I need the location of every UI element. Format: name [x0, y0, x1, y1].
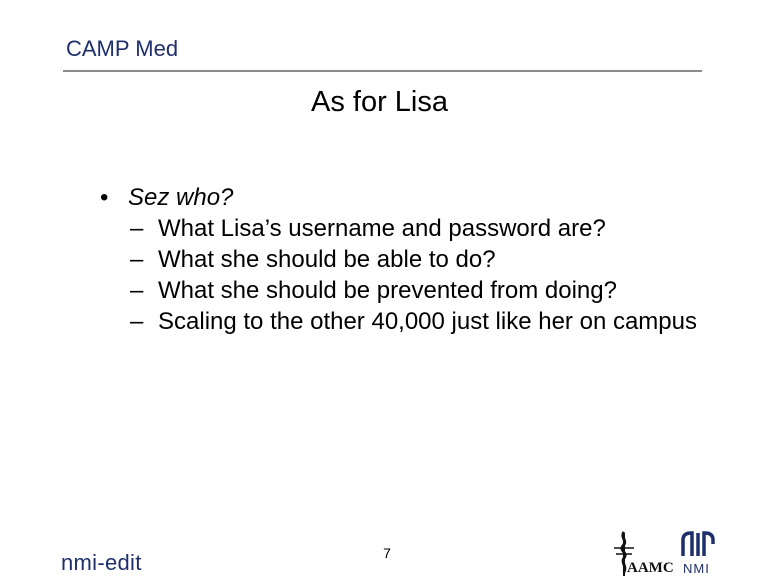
sub-bullet-text: What Lisa’s username and password are? [158, 215, 606, 242]
sub-bullet-item [100, 275, 720, 306]
sub-bullet-text: Scaling to the other 40,000 just like her on campus [158, 308, 697, 335]
sub-bullet-item [100, 213, 720, 244]
sub-bullet-glyph: – [130, 277, 144, 304]
bullet-glyph: • [100, 184, 109, 211]
page-number: 7 [383, 545, 391, 561]
sub-bullet-text: What she should be able to do? [158, 246, 496, 273]
bullet-text: Sez who? [128, 184, 234, 211]
nmi-logo-text: NMI [683, 561, 710, 576]
footer-logo-nmi-edit: nmi-edit [61, 550, 142, 575]
nmi-logo-icon [680, 530, 716, 558]
header-label: CAMP Med [66, 36, 179, 61]
sub-bullet-text: What she should be prevented from doing? [158, 277, 617, 304]
sub-bullet-glyph: – [130, 215, 144, 242]
sub-bullet-glyph: – [130, 308, 144, 335]
bullet-list [100, 182, 720, 337]
aamc-logo-text: AAMC [627, 560, 674, 576]
sub-bullet-item [100, 306, 720, 337]
bullet-item [100, 182, 720, 213]
header-rule [63, 70, 702, 72]
slide-title-text: As for Lisa [311, 86, 448, 118]
sub-bullet-item [100, 244, 720, 275]
slide-title [0, 86, 767, 119]
sub-bullet-glyph: – [130, 246, 144, 273]
